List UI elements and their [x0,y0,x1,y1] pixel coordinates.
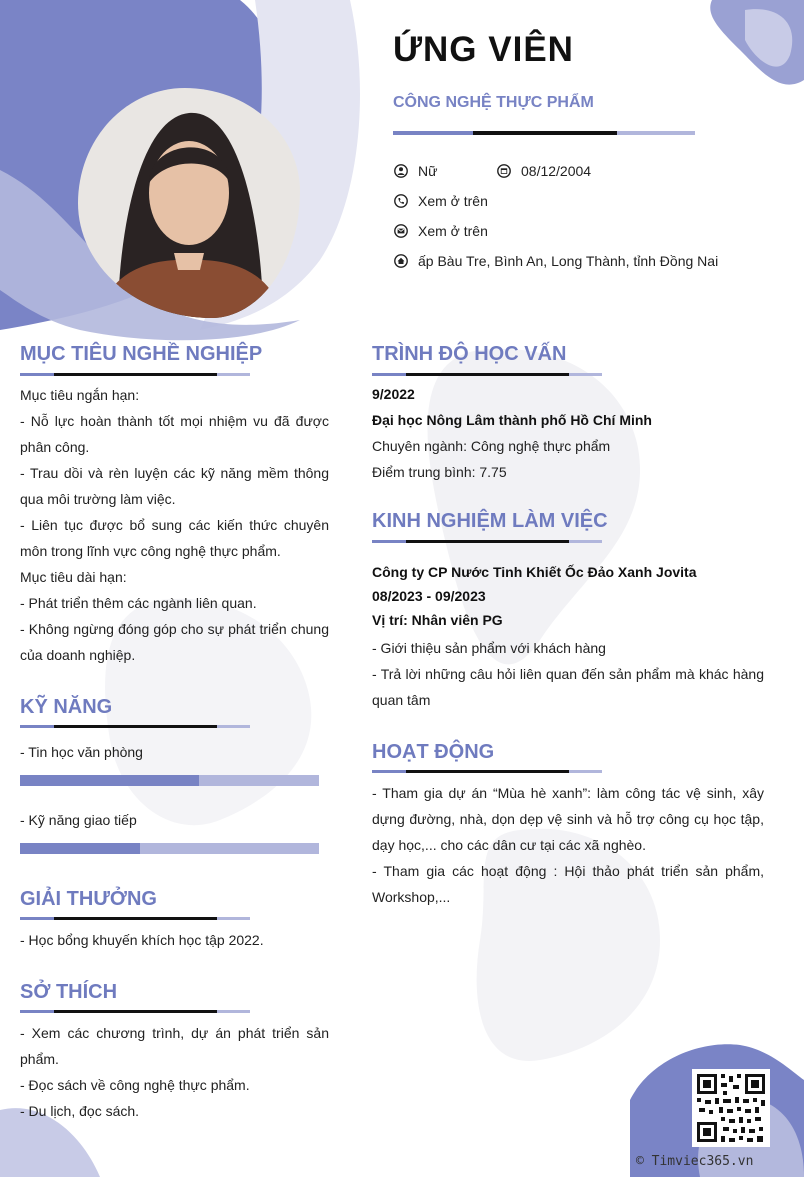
education-gpa: Điểm trung bình: 7.75 [372,464,507,480]
hobbies-title: SỞ THÍCH [20,981,118,1003]
user-icon [394,164,408,178]
qr-code[interactable] [692,1069,770,1147]
hobbies-content [20,1020,329,1124]
hobby-line: - Xem các chương trình, dự án phát triển sản phẩm. [20,1025,329,1067]
skill-label: - Tin học văn phòng [20,744,143,760]
skill-level-bar [20,843,319,854]
skills-title: KỸ NĂNG [20,696,113,718]
education-content [372,381,764,485]
objective-line: - Phát triển thêm các ngành liên quan. [20,595,257,611]
awards-divider [20,917,250,920]
qr-code-icon [692,1069,770,1147]
copyright: © Timviec365.vn [636,1154,754,1169]
activities-divider [372,770,602,773]
objective-title: MỤC TIÊU NGHỀ NGHIỆP [20,343,263,365]
mail-icon [394,224,408,238]
education-major: Chuyên ngành: Công nghệ thực phẩm [372,438,611,454]
objective-divider [20,373,250,376]
experience-title: KINH NGHIỆM LÀM VIỆC [372,510,608,532]
objective-line: - Không ngừng đóng góp cho sự phát triển chung của doanh nghiệp. [20,621,329,663]
experience-header [372,560,764,632]
address-value: ấp Bàu Tre, Bình An, Long Thành, tỉnh Đồng Nai [418,253,719,269]
awards-title: GIẢI THƯỞNG [20,888,157,910]
education-date: 9/2022 [372,386,415,402]
experience-line: - Giới thiệu sản phẩm với khách hàng [372,640,606,656]
candidate-name: ỨNG VIÊN [393,30,574,69]
phone-icon [394,194,408,208]
hobbies-divider [20,1010,250,1013]
education-divider [372,373,602,376]
objective-line: - Trau dồi và rèn luyện các kỹ năng mềm thông qua môi trường làm việc. [20,465,329,507]
activities-content [372,780,764,910]
objective-line: Mục tiêu ngắn hạn: [20,387,140,403]
activity-line: - Tham gia dự án “Mùa hè xanh”: làm công tác vệ sinh, xây dựng đường, nhà, dọn dẹp vệ sinh và hỗ trợ công cụ học tập, dạy học,... cho các dân cư tại các xã nghèo. [372,785,764,853]
objective-content [20,382,329,668]
objective-line: - Liên tục được bổ sung các kiến thức chuyên môn trong lĩnh vực công nghệ thực phẩm. [20,517,329,559]
gender-row [394,163,437,179]
phone-value: Xem ở trên [418,193,488,209]
objective-line: - Nỗ lực hoàn thành tốt mọi nhiệm vu đã được phân công. [20,413,329,455]
award-line: - Học bổng khuyến khích học tập 2022. [20,932,264,948]
activities-title: HOẠT ĐỘNG [372,741,495,763]
experience-period: 08/2023 - 09/2023 [372,588,486,604]
skill-level-fill [20,843,140,854]
skill-level-bar [20,775,319,786]
gender-value: Nữ [418,163,438,179]
hobby-line: - Đọc sách về công nghệ thực phẩm. [20,1077,250,1093]
birthday-value: 08/12/2004 [521,163,592,179]
email-value: Xem ở trên [418,223,488,239]
email-row [394,223,488,239]
job-title: CÔNG NGHỆ THỰC PHẨM [393,94,594,111]
title-divider [393,131,695,135]
skill-label: - Kỹ năng giao tiếp [20,812,137,828]
calendar-icon [497,164,511,178]
experience-content [372,635,764,713]
address-row [394,253,718,269]
skill-level-fill [20,775,199,786]
education-title: TRÌNH ĐỘ HỌC VẤN [372,343,567,365]
home-icon [394,254,408,268]
birthday-row [497,163,591,179]
experience-position: Vị trí: Nhân viên PG [372,612,503,628]
experience-line: - Trả lời những câu hỏi liên quan đến sản phẩm mà khác hàng quan tâm [372,666,764,708]
hobby-line: - Du lịch, đọc sách. [20,1103,140,1119]
education-school: Đại học Nông Lâm thành phố Hồ Chí Minh [372,412,652,428]
experience-divider [372,540,602,543]
objective-line: Mục tiêu dài hạn: [20,569,127,585]
experience-company: Công ty CP Nước Tinh Khiết Ốc Đảo Xanh Jovita [372,564,697,580]
activity-line: - Tham gia các hoạt động : Hội thảo phát triển sản phẩm, Workshop,... [372,863,764,905]
phone-row [394,193,488,209]
skills-divider [20,725,250,728]
